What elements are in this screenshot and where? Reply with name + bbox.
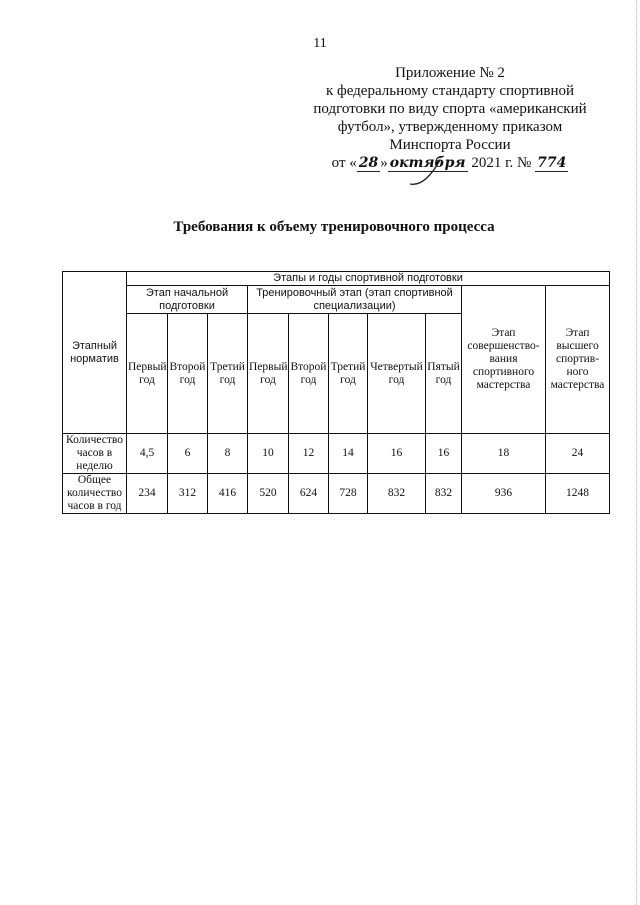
page-number: 11 [313, 36, 327, 51]
requirements-table [62, 271, 610, 514]
appendix-line-4: Минспорта России [389, 137, 511, 153]
handwriting-stroke [330, 138, 450, 188]
group-header: Этапы и годы спортивной подготовки [127, 272, 610, 286]
document-title: Требования к объему тренировочного процесса [173, 219, 495, 235]
table-cell: 624 [289, 474, 329, 514]
date-day-handwritten: 28 [358, 155, 379, 171]
table-cell: 14 [329, 434, 368, 474]
year-header: Третий год [329, 314, 368, 434]
table-cell: 1248 [546, 474, 610, 514]
appendix-line-3: футбол», утвержденному приказом [337, 119, 563, 135]
table-cell: 18 [462, 434, 546, 474]
stage-highest-header: Этап высшего спортив- ного мастерства [546, 286, 610, 434]
table-cell: 416 [208, 474, 248, 514]
date-mid: » [380, 155, 388, 171]
year-header: Третий год [208, 314, 248, 434]
table-cell: 6 [168, 434, 208, 474]
stage-initial-header: Этап начальной подготовки [127, 286, 248, 314]
date-month-handwritten: октября [389, 155, 466, 171]
table-row [63, 434, 610, 474]
year-header: Четвертый год [368, 314, 426, 434]
table-cell: 24 [546, 434, 610, 474]
table-cell: 312 [168, 474, 208, 514]
table-cell: 16 [426, 434, 462, 474]
date-prefix: от « [331, 155, 357, 171]
table-cell: 832 [426, 474, 462, 514]
year-header: Второй год [289, 314, 329, 434]
appendix-title: Приложение № 2 [395, 65, 505, 81]
table-cell: 728 [329, 474, 368, 514]
table-cell: 936 [462, 474, 546, 514]
table-cell: 8 [208, 434, 248, 474]
table-cell: 520 [248, 474, 289, 514]
table-cell: 234 [127, 474, 168, 514]
stage-improvement-header: Этап совершенство- вания спортивного мастерства [462, 286, 546, 434]
order-number-handwritten: 774 [537, 155, 567, 171]
corner-header: Этапный норматив [63, 272, 127, 434]
row-label-hours-year: Общее количество часов в год [63, 474, 127, 514]
date-year: 2021 г. № [471, 155, 532, 171]
page-edge-divider [636, 0, 638, 905]
appendix-line-2: подготовки по виду спорта «американский [313, 101, 587, 117]
appendix-line-1: к федеральному стандарту спортивной [325, 83, 575, 99]
year-header: Второй год [168, 314, 208, 434]
table-cell: 12 [289, 434, 329, 474]
table-cell: 10 [248, 434, 289, 474]
year-header: Первый год [248, 314, 289, 434]
table-row [63, 474, 610, 514]
year-header: Первый год [127, 314, 168, 434]
table-cell: 832 [368, 474, 426, 514]
table-cell: 4,5 [127, 434, 168, 474]
year-header: Пятый год [426, 314, 462, 434]
stage-training-header: Тренировочный этап (этап спортивной специализации) [248, 286, 462, 314]
row-label-hours-week: Количество часов в неделю [63, 434, 127, 474]
table-cell: 16 [368, 434, 426, 474]
